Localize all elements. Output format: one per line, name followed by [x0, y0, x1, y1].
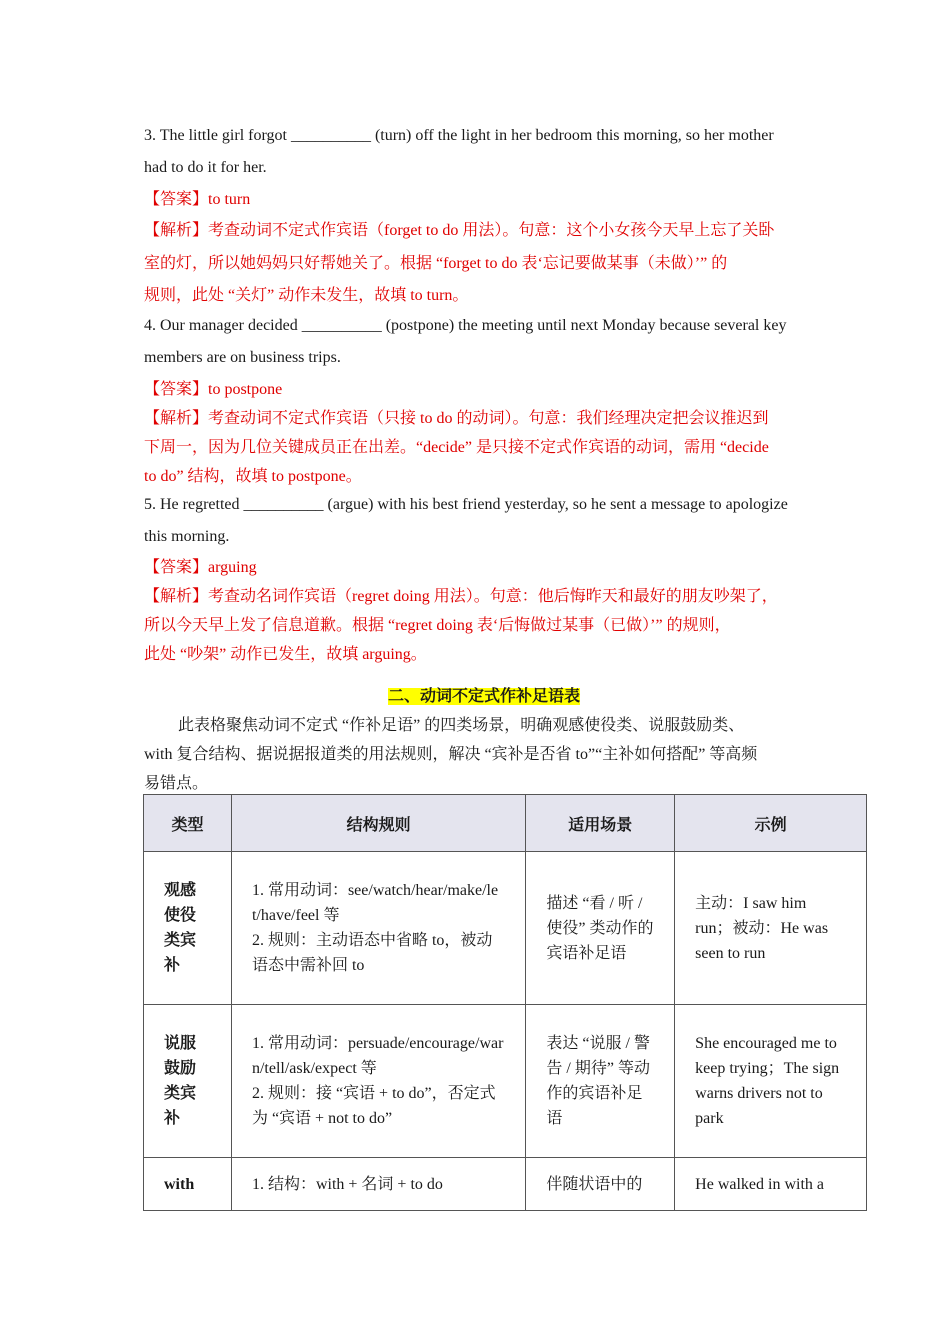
- answer: 【答案】to turn: [144, 191, 251, 208]
- infinitive-complement-table: [143, 794, 867, 1211]
- table-header-row: [144, 795, 867, 852]
- cell-rule: 1. 结构：with + 名词 + to do: [231, 1158, 525, 1211]
- answer: 【答案】to postpone: [144, 381, 283, 398]
- cell-example: He walked in with a: [675, 1158, 867, 1211]
- document-body: [144, 120, 824, 798]
- explanation-line: 室的灯，所以她妈妈只好帮她关了。根据 “forget to do 表‘忘记要做某事（未做）’” 的: [144, 255, 728, 272]
- question-4: [144, 310, 824, 491]
- cell-scene: 表达 “说服 / 警告 / 期待” 等动作的宾语补足语: [526, 1005, 675, 1158]
- question-text: this morning.: [144, 528, 230, 545]
- question-text: 4. Our manager decided __________ (postpone) the meeting until next Monday because several key: [144, 317, 787, 334]
- section-intro-line: 易错点。: [144, 775, 209, 792]
- explanation-line: 所以今天早上发了信息道歉。根据 “regret doing 表‘后悔做过某事（已做）’” 的规则，: [144, 617, 731, 634]
- cell-scene: 伴随状语中的: [526, 1158, 675, 1211]
- question-text: members are on business trips.: [144, 349, 341, 366]
- explanation-line: 【解析】考查动词不定式作宾语（forget to do 用法）。句意：这个小女孩今天早上忘了关卧: [144, 222, 775, 239]
- section-title: [144, 683, 824, 711]
- cell-type: with: [144, 1158, 232, 1211]
- question-text: 5. He regretted __________ (argue) with his best friend yesterday, so he sent a message to apologize: [144, 496, 788, 513]
- answer: 【答案】arguing: [144, 559, 257, 576]
- section-title-text: 二、动词不定式作补足语表: [387, 688, 580, 705]
- cell-type: 观感使役类宾补: [144, 852, 232, 1005]
- table-row: [144, 852, 867, 1005]
- section-intro-line: with 复合结构、据说据报道类的用法规则，解决 “宾补是否省 to”“主补如何搭配” 等高频: [144, 746, 758, 763]
- header-rule: 结构规则: [231, 795, 525, 852]
- explanation-line: 规则，此处 “关灯” 动作未发生，故填 to turn。: [144, 287, 469, 304]
- explanation-line: 此处 “吵架” 动作已发生，故填 arguing。: [144, 646, 427, 663]
- cell-scene: 描述 “看 / 听 / 使役” 类动作的宾语补足语: [526, 852, 675, 1005]
- cell-rule: 1. 常用动词：persuade/encourage/warn/tell/ask/expect 等 2. 规则：接 “宾语 + to do”，否定式为 “宾语 + not to do”: [231, 1005, 525, 1158]
- table-row: [144, 1005, 867, 1158]
- section-intro-line: 此表格聚焦动词不定式 “作补足语” 的四类场景，明确观感使役类、说服鼓励类、: [178, 717, 745, 734]
- question-text: had to do it for her.: [144, 159, 267, 176]
- explanation-line: 【解析】考查动词不定式作宾语（只接 to do 的动词）。句意：我们经理决定把会议推迟到: [144, 410, 769, 427]
- cell-example: 主动：I saw him run；被动：He was seen to run: [675, 852, 867, 1005]
- explanation-line: to do” 结构，故填 to postpone。: [144, 468, 362, 485]
- table-row: [144, 1158, 867, 1211]
- question-3: [144, 120, 824, 310]
- cell-example: She encouraged me to keep trying；The sign warns drivers not to park: [675, 1005, 867, 1158]
- question-5: [144, 489, 824, 669]
- cell-type: 说服鼓励类宾补: [144, 1005, 232, 1158]
- question-text: 3. The little girl forgot __________ (turn) off the light in her bedroom this morning, so her mother: [144, 127, 774, 144]
- header-example: 示例: [675, 795, 867, 852]
- header-scene: 适用场景: [526, 795, 675, 852]
- explanation-line: 下周一，因为几位关键成员正在出差。“decide” 是只接不定式作宾语的动词，需用 “decide: [144, 439, 769, 456]
- cell-rule: 1. 常用动词：see/watch/hear/make/let/have/feel 等 2. 规则：主动语态中省略 to，被动语态中需补回 to: [231, 852, 525, 1005]
- header-type: 类型: [144, 795, 232, 852]
- explanation-line: 【解析】考查动名词作宾语（regret doing 用法）。句意：他后悔昨天和最好的朋友吵架了，: [144, 588, 778, 605]
